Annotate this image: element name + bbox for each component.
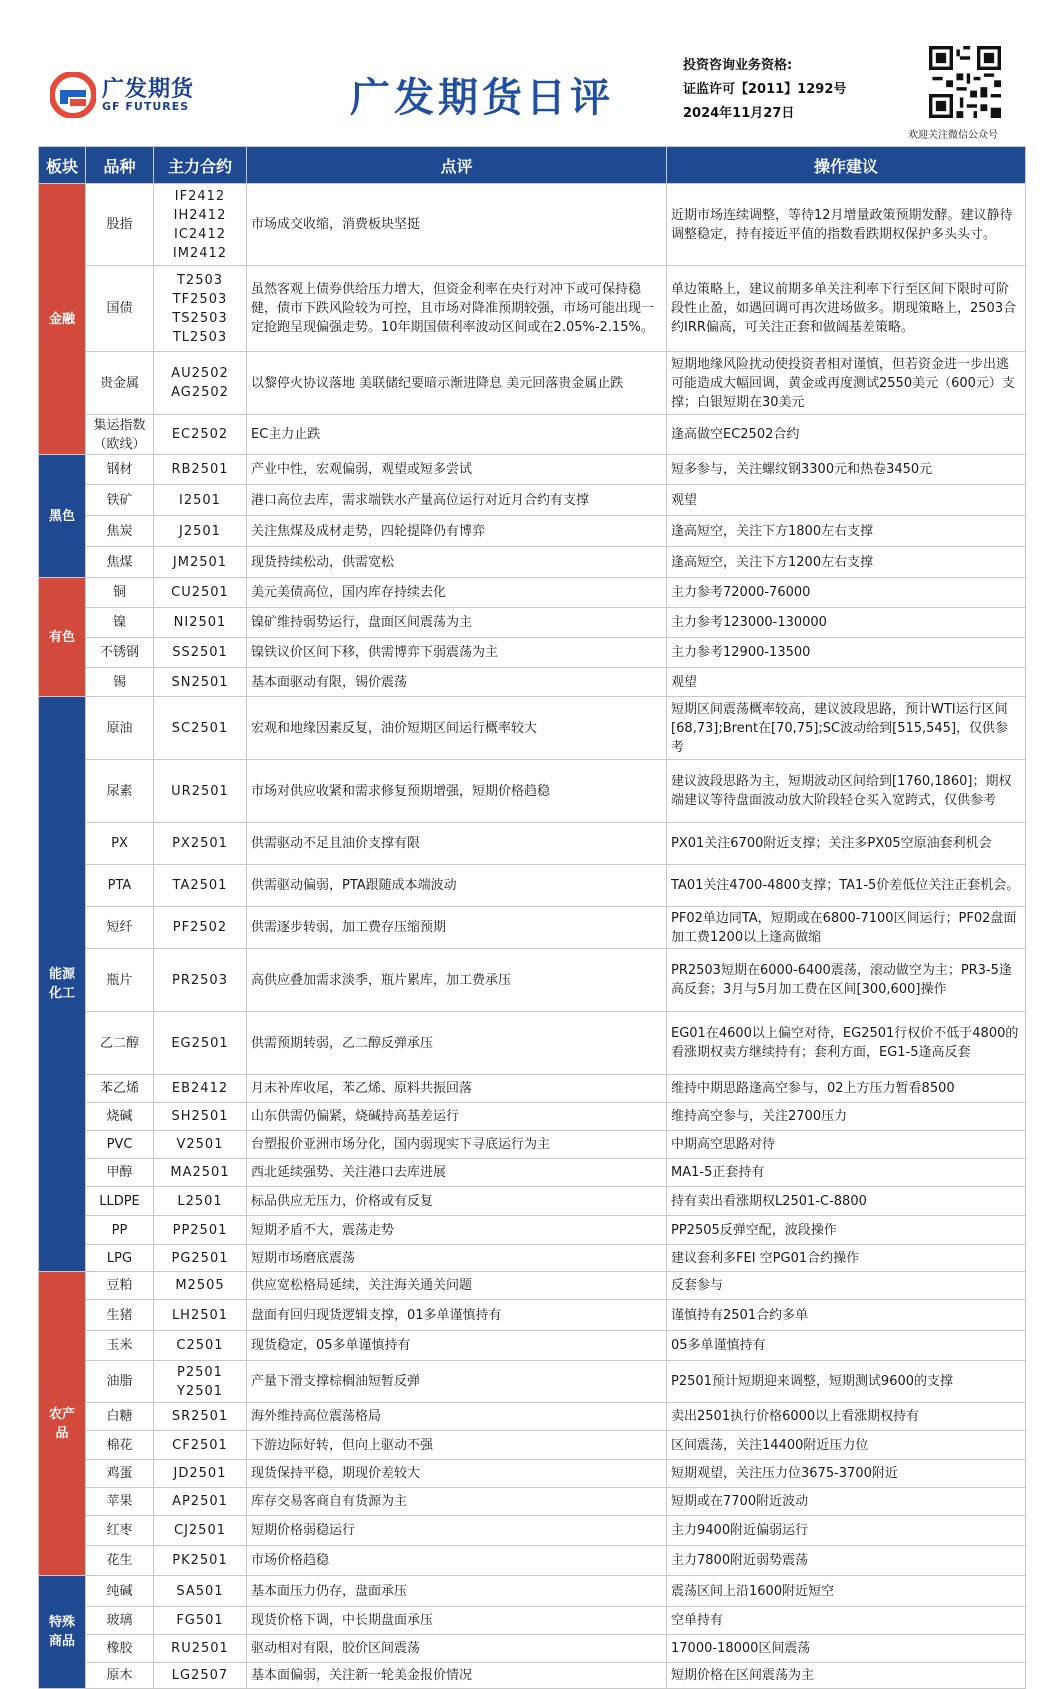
sector-cell: 有色: [39, 578, 86, 697]
comment-cell: 短期矛盾不大，震荡走势: [247, 1216, 667, 1245]
variety-cell: LPG: [86, 1245, 154, 1272]
page-title: 广发期货日评: [350, 75, 614, 121]
table-row: [39, 1331, 1026, 1361]
contract-cell: FG501: [154, 1607, 247, 1635]
table-row: [39, 578, 1026, 608]
contract-cell: AP2501: [154, 1488, 247, 1516]
table-row: [39, 516, 1026, 547]
variety-cell: 鸡蛋: [86, 1460, 154, 1488]
table-row: [39, 547, 1026, 578]
sector-cell: 黑色: [39, 455, 86, 578]
comment-cell: 月末补库收尾，苯乙烯、原料共振回落: [247, 1075, 667, 1103]
contract-cell: MA2501: [154, 1159, 247, 1187]
variety-cell: 苯乙烯: [86, 1075, 154, 1103]
contract-cell: IF2412 IH2412 IC2412 IM2412: [154, 184, 247, 266]
contract-cell: CF2501: [154, 1431, 247, 1460]
col-variety: 品种: [86, 147, 154, 184]
variety-cell: 苹果: [86, 1488, 154, 1516]
advice-cell: 观望: [667, 668, 1026, 697]
col-advice: 操作建议: [667, 147, 1026, 184]
comment-cell: 供需预期转弱，乙二醇反弹承压: [247, 1012, 667, 1075]
license-number: 证监许可【2011】1292号: [683, 82, 847, 97]
comment-cell: 短期价格弱稳运行: [247, 1516, 667, 1546]
comment-cell: 基本面压力仍存，盘面承压: [247, 1576, 667, 1607]
advice-cell: 逢高短空，关注下方1800左右支撑: [667, 516, 1026, 547]
comment-cell: 镍铁议价区间下移，供需博弈下弱震荡为主: [247, 638, 667, 668]
table-row: [39, 1663, 1026, 1689]
comment-cell: 台塑报价亚洲市场分化，国内弱现实下寻底运行为主: [247, 1131, 667, 1159]
wechat-qr-code-icon: [929, 46, 1001, 118]
qr-caption: 欢迎关注微信公众号: [908, 130, 998, 141]
advice-cell: 建议套利多FEI 空PG01合约操作: [667, 1245, 1026, 1272]
variety-cell: 原油: [86, 697, 154, 760]
gf-futures-logo: [50, 72, 200, 120]
contract-cell: SA501: [154, 1576, 247, 1607]
contract-cell: J2501: [154, 516, 247, 547]
variety-cell: 焦煤: [86, 547, 154, 578]
advice-cell: P2501预计短期迎来调整，短期测试9600的支撑: [667, 1361, 1026, 1403]
variety-cell: 国债: [86, 266, 154, 352]
table-row: [39, 865, 1026, 907]
comment-cell: 山东供需仍偏紧，烧碱持高基差运行: [247, 1103, 667, 1131]
comment-cell: 库存交易客商自有货源为主: [247, 1488, 667, 1516]
logo-text-en: GF FUTURES: [102, 100, 190, 113]
variety-cell: 甲醇: [86, 1159, 154, 1187]
variety-cell: 烧碱: [86, 1103, 154, 1131]
table-row: [39, 184, 1026, 266]
advice-cell: PF02单边同TA，短期或在6800-7100区间运行；PF02盘面加工费1200以上逢高做缩: [667, 907, 1026, 949]
contract-cell: LH2501: [154, 1300, 247, 1331]
comment-cell: 关注焦煤及成材走势，四轮提降仍有博弈: [247, 516, 667, 547]
advice-cell: 反套参与: [667, 1272, 1026, 1300]
advice-cell: 逢高做空EC2502合约: [667, 415, 1026, 455]
sector-cell: 特殊商品: [39, 1576, 86, 1689]
advice-cell: 短多参与，关注螺纹钢3300元和热卷3450元: [667, 455, 1026, 485]
variety-cell: 纯碱: [86, 1576, 154, 1607]
contract-cell: PP2501: [154, 1216, 247, 1245]
contract-cell: CU2501: [154, 578, 247, 608]
advice-cell: 维持中期思路逢高空参与，02上方压力暂看8500: [667, 1075, 1026, 1103]
contract-cell: LG2507: [154, 1663, 247, 1689]
comment-cell: 供需驱动偏弱，PTA跟随成本端波动: [247, 865, 667, 907]
comment-cell: 现货稳定，05多单谨慎持有: [247, 1331, 667, 1361]
contract-cell: SC2501: [154, 697, 247, 760]
contract-cell: PR2503: [154, 949, 247, 1012]
contract-cell: PG2501: [154, 1245, 247, 1272]
contract-cell: UR2501: [154, 760, 247, 823]
col-comment: 点评: [247, 147, 667, 184]
comment-cell: 产业中性，宏观偏弱，观望或短多尝试: [247, 455, 667, 485]
advice-cell: 谨慎持有2501合约多单: [667, 1300, 1026, 1331]
contract-cell: SH2501: [154, 1103, 247, 1131]
contract-cell: PF2502: [154, 907, 247, 949]
advice-cell: 观望: [667, 485, 1026, 516]
contract-cell: RB2501: [154, 455, 247, 485]
variety-cell: PX: [86, 823, 154, 865]
advice-cell: 空单持有: [667, 1607, 1026, 1635]
variety-cell: 集运指数（欧线）: [86, 415, 154, 455]
table-row: [39, 697, 1026, 760]
contract-cell: SN2501: [154, 668, 247, 697]
advice-cell: EG01在4600以上偏空对待，EG2501行权价不低于4800的看涨期权卖方继续持有；套利方面，EG1-5逢高反套: [667, 1012, 1026, 1075]
comment-cell: 海外维持高位震荡格局: [247, 1403, 667, 1431]
contract-cell: RU2501: [154, 1635, 247, 1663]
variety-cell: 豆粕: [86, 1272, 154, 1300]
comment-cell: 以黎停火协议落地 美联储纪要暗示渐进降息 美元回落贵金属止跌: [247, 352, 667, 415]
contract-cell: SS2501: [154, 638, 247, 668]
advice-cell: 短期或在7700附近波动: [667, 1488, 1026, 1516]
advice-cell: 单边策略上，建议前期多单关注利率下行至区间下限时可阶段性止盈，如遇回调可再次进场做多。期现策略上，2503合约IRR偏高，可关注正套和做阔基差策略。: [667, 266, 1026, 352]
table-header-row: [39, 147, 1026, 184]
table-row: [39, 1431, 1026, 1460]
table-row: [39, 485, 1026, 516]
advice-cell: 震荡区间上沿1600附近短空: [667, 1576, 1026, 1607]
contract-cell: T2503 TF2503 TS2503 TL2503: [154, 266, 247, 352]
advice-cell: 短期区间震荡概率较高，建议波段思路，预计WTI运行区间[68,73];Brent在[70,75];SC波动给到[515,545]，仅供参考: [667, 697, 1026, 760]
contract-cell: EC2502: [154, 415, 247, 455]
table-row: [39, 1607, 1026, 1635]
contract-cell: TA2501: [154, 865, 247, 907]
variety-cell: 原木: [86, 1663, 154, 1689]
contract-cell: C2501: [154, 1331, 247, 1361]
table-body: [39, 184, 1026, 1689]
variety-cell: 铜: [86, 578, 154, 608]
contract-cell: P2501 Y2501: [154, 1361, 247, 1403]
advice-cell: 主力7800附近弱势震荡: [667, 1546, 1026, 1576]
sector-cell: 能源化工: [39, 697, 86, 1272]
variety-cell: 焦炭: [86, 516, 154, 547]
table-row: [39, 1187, 1026, 1216]
advice-cell: 主力参考123000-130000: [667, 608, 1026, 638]
comment-cell: 镍矿维持弱势运行，盘面区间震荡为主: [247, 608, 667, 638]
comment-cell: 现货保持平稳，期现价差较大: [247, 1460, 667, 1488]
contract-cell: V2501: [154, 1131, 247, 1159]
advice-cell: PP2505反弹空配，波段操作: [667, 1216, 1026, 1245]
table-row: [39, 352, 1026, 415]
table-row: [39, 1635, 1026, 1663]
comment-cell: 西北延续强势、关注港口去库进展: [247, 1159, 667, 1187]
variety-cell: PP: [86, 1216, 154, 1245]
advice-cell: 短期价格在区间震荡为主: [667, 1663, 1026, 1689]
advice-cell: 短期地缘风险扰动使投资者相对谨慎，但若资金进一步出逃可能造成大幅回调，黄金或再度测试2550美元（600元）支撑；白银短期在30美元: [667, 352, 1026, 415]
variety-cell: 不锈钢: [86, 638, 154, 668]
table-row: [39, 1516, 1026, 1546]
advice-cell: 05多单谨慎持有: [667, 1331, 1026, 1361]
contract-cell: PK2501: [154, 1546, 247, 1576]
contract-cell: JM2501: [154, 547, 247, 578]
table-row: [39, 608, 1026, 638]
table-row: [39, 1272, 1026, 1300]
contract-cell: JD2501: [154, 1460, 247, 1488]
sector-cell: 农产品: [39, 1272, 86, 1576]
advice-cell: PR2503短期在6000-6400震荡，滚动做空为主；PR3-5逢高反套；3月与5月加工费在区间[300,600]操作: [667, 949, 1026, 1012]
advice-cell: 主力参考72000-76000: [667, 578, 1026, 608]
table-row: [39, 1546, 1026, 1576]
gf-logo-icon: [50, 72, 96, 118]
qualification-label: 投资咨询业务资格:: [683, 58, 793, 73]
variety-cell: 花生: [86, 1546, 154, 1576]
table-row: [39, 1488, 1026, 1516]
comment-cell: 驱动相对有限，胶价区间震荡: [247, 1635, 667, 1663]
comment-cell: 标品供应无压力，价格或有反复: [247, 1187, 667, 1216]
variety-cell: 锡: [86, 668, 154, 697]
contract-cell: NI2501: [154, 608, 247, 638]
advice-cell: 逢高短空，关注下方1200左右支撑: [667, 547, 1026, 578]
contract-cell: SR2501: [154, 1403, 247, 1431]
comment-cell: 美元美债高位，国内库存持续去化: [247, 578, 667, 608]
table-row: [39, 1245, 1026, 1272]
table-row: [39, 1361, 1026, 1403]
logo-text-cn: 广发期货: [102, 77, 195, 102]
table-row: [39, 823, 1026, 865]
table-row: [39, 1216, 1026, 1245]
table-row: [39, 1403, 1026, 1431]
variety-cell: 橡胶: [86, 1635, 154, 1663]
variety-cell: 生猪: [86, 1300, 154, 1331]
variety-cell: 贵金属: [86, 352, 154, 415]
variety-cell: LLDPE: [86, 1187, 154, 1216]
advice-cell: 中期高空思路对待: [667, 1131, 1026, 1159]
advice-cell: 卖出2501执行价格6000以上看涨期权持有: [667, 1403, 1026, 1431]
variety-cell: 瓶片: [86, 949, 154, 1012]
table-row: [39, 760, 1026, 823]
comment-cell: 产量下滑支撑棕榈油短暂反弹: [247, 1361, 667, 1403]
variety-cell: 玉米: [86, 1331, 154, 1361]
table-row: [39, 1075, 1026, 1103]
advice-cell: 17000-18000区间震荡: [667, 1635, 1026, 1663]
advice-cell: 建议波段思路为主，短期波动区间给到[1760,1860]；期权端建议等待盘面波动放大阶段轻仓买入宽跨式，仅供参考: [667, 760, 1026, 823]
advice-cell: 持有卖出看涨期权L2501-C-8800: [667, 1187, 1026, 1216]
report-meta: [683, 54, 846, 126]
comment-cell: 供需驱动不足且油价支撑有限: [247, 823, 667, 865]
comment-cell: 供应宽松格局延续，关注海关通关问题: [247, 1272, 667, 1300]
variety-cell: 钢材: [86, 455, 154, 485]
sector-cell: 金融: [39, 184, 86, 455]
variety-cell: 玻璃: [86, 1607, 154, 1635]
advice-cell: 主力9400附近偏弱运行: [667, 1516, 1026, 1546]
comment-cell: 短期市场磨底震荡: [247, 1245, 667, 1272]
advice-cell: 维持高空参与，关注2700压力: [667, 1103, 1026, 1131]
table-row: [39, 1460, 1026, 1488]
report-date: 2024年11月27日: [683, 106, 795, 121]
variety-cell: 棉花: [86, 1431, 154, 1460]
advice-cell: TA01关注4700-4800支撑；TA1-5价差低位关注正套机会。: [667, 865, 1026, 907]
comment-cell: 宏观和地缘因素反复，油价短期区间运行概率较大: [247, 697, 667, 760]
comment-cell: EC主力止跌: [247, 415, 667, 455]
advice-cell: PX01关注6700附近支撑；关注多PX05空原油套利机会: [667, 823, 1026, 865]
comment-cell: 虽然客观上债券供给压力增大，但资金利率在央行对冲下或可保持稳健，债市下跌风险较为可控，且市场对降准预期较强，市场可能出现一定抢跑呈现偏强走势。10年期国债利率波动区间或在2.05%-2.15%。: [247, 266, 667, 352]
comment-cell: 高供应叠加需求淡季，瓶片累库，加工费承压: [247, 949, 667, 1012]
advice-cell: 区间震荡，关注14400附近压力位: [667, 1431, 1026, 1460]
comment-cell: 供需逐步转弱，加工费存压缩预期: [247, 907, 667, 949]
variety-cell: PTA: [86, 865, 154, 907]
advice-cell: 近期市场连续调整，等待12月增量政策预期发酵。建议静待调整稳定，持有接近平值的指数看跌期权保护多头头寸。: [667, 184, 1026, 266]
table-row: [39, 1103, 1026, 1131]
table-row: [39, 1576, 1026, 1607]
contract-cell: EG2501: [154, 1012, 247, 1075]
comment-cell: 市场对供应收紧和需求修复预期增强，短期价格趋稳: [247, 760, 667, 823]
daily-commentary-table: [38, 146, 1026, 1689]
contract-cell: PX2501: [154, 823, 247, 865]
contract-cell: AU2502 AG2502: [154, 352, 247, 415]
table-row: [39, 949, 1026, 1012]
comment-cell: 下游边际好转，但向上驱动不强: [247, 1431, 667, 1460]
contract-cell: L2501: [154, 1187, 247, 1216]
contract-cell: M2505: [154, 1272, 247, 1300]
table-row: [39, 1159, 1026, 1187]
variety-cell: 镍: [86, 608, 154, 638]
variety-cell: 白糖: [86, 1403, 154, 1431]
col-contract: 主力合约: [154, 147, 247, 184]
comment-cell: 盘面有回归现货逻辑支撑，01多单谨慎持有: [247, 1300, 667, 1331]
table-row: [39, 638, 1026, 668]
contract-cell: EB2412: [154, 1075, 247, 1103]
comment-cell: 港口高位去库，需求端铁水产量高位运行对近月合约有支撑: [247, 485, 667, 516]
table-row: [39, 415, 1026, 455]
table-row: [39, 266, 1026, 352]
variety-cell: 尿素: [86, 760, 154, 823]
comment-cell: 市场价格趋稳: [247, 1546, 667, 1576]
comment-cell: 基本面驱动有限，锡价震荡: [247, 668, 667, 697]
comment-cell: 现货价格下调，中长期盘面承压: [247, 1607, 667, 1635]
contract-cell: I2501: [154, 485, 247, 516]
advice-cell: MA1-5正套持有: [667, 1159, 1026, 1187]
variety-cell: 乙二醇: [86, 1012, 154, 1075]
variety-cell: 铁矿: [86, 485, 154, 516]
table-row: [39, 1131, 1026, 1159]
comment-cell: 现货持续松动，供需宽松: [247, 547, 667, 578]
comment-cell: 基本面偏弱，关注新一轮美金报价情况: [247, 1663, 667, 1689]
table-row: [39, 1300, 1026, 1331]
variety-cell: 股指: [86, 184, 154, 266]
variety-cell: PVC: [86, 1131, 154, 1159]
contract-cell: CJ2501: [154, 1516, 247, 1546]
advice-cell: 主力参考12900-13500: [667, 638, 1026, 668]
comment-cell: 市场成交收缩，消费板块坚挺: [247, 184, 667, 266]
variety-cell: 短纤: [86, 907, 154, 949]
table-row: [39, 907, 1026, 949]
col-sector: 板块: [39, 147, 86, 184]
report-header: [0, 0, 1063, 145]
table-row: [39, 668, 1026, 697]
table-row: [39, 455, 1026, 485]
variety-cell: 油脂: [86, 1361, 154, 1403]
advice-cell: 短期观望，关注压力位3675-3700附近: [667, 1460, 1026, 1488]
variety-cell: 红枣: [86, 1516, 154, 1546]
table-row: [39, 1012, 1026, 1075]
